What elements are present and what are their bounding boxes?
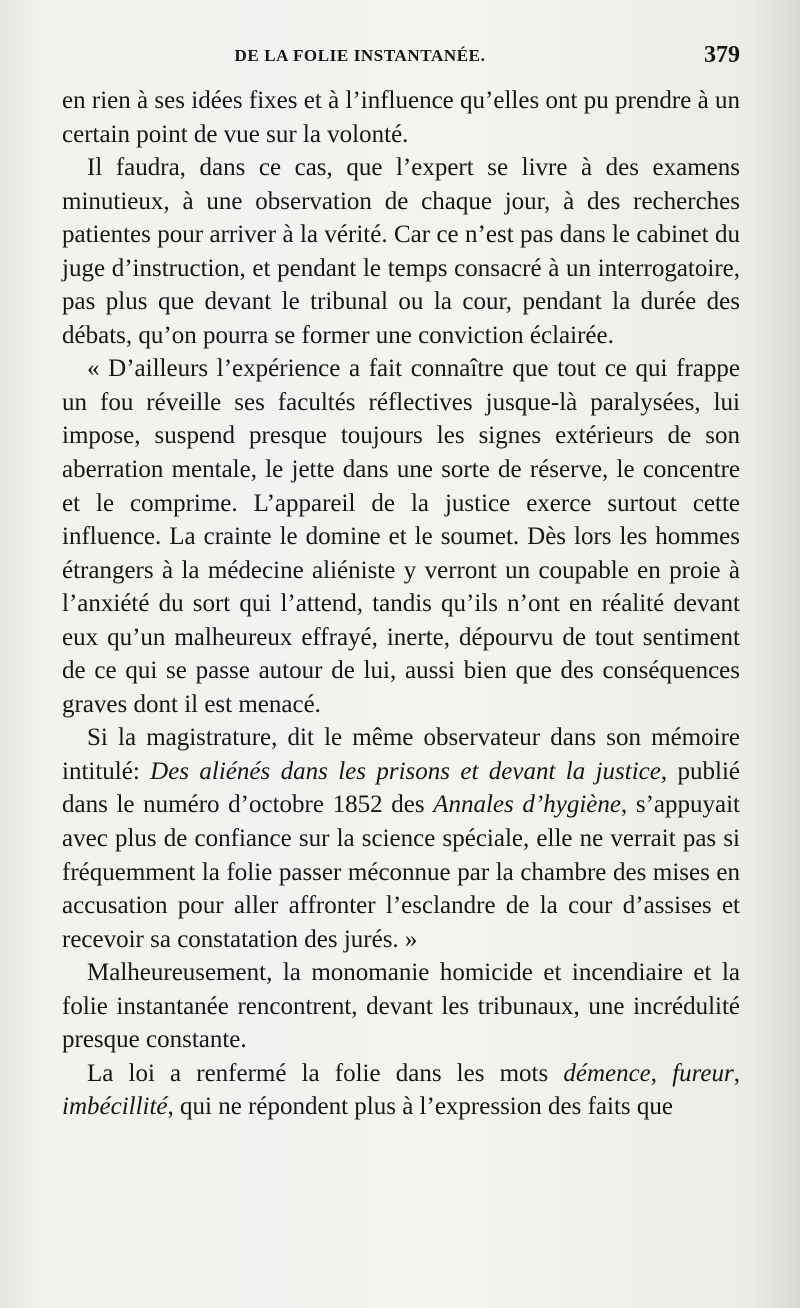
paragraph-expert-examination: Il faudra, dans ce cas, que l’expert se livre à des examens minutieux, à une observation de chaque jour, à des recherches patientes pour arriver à la vérité. Car ce n’est pas dans le cabinet du juge d’instruction, et pendant le temps consacré à un interrogatoire, pas plus que devant le tribunal ou la cour, pendant la durée des débats, qu’on pourra se former une conviction éclairée. xyxy=(62,154,740,349)
text-segment: La loi a renfermé la folie dans les mots xyxy=(87,1059,564,1087)
page-number: 379 xyxy=(704,42,740,68)
paragraph-magistrature xyxy=(62,721,740,956)
paragraph-quotation: « D’ailleurs l’expérience a fait connaître que tout ce qui frappe un fou réveille ses facultés réflectives jusque-là paralysées, lui impose, suspend presque toujours les signes extérieurs de son aberration mentale, le jette dans une sorte de réserve, le concentre et le comprime. L’appareil de la justice exerce surtout cette influence. La crainte le domine et le soumet. Dès lors les hommes étrangers à la médecine aliéniste y verront un coupable en proie à l’anxiété du sort qui l’attend, tandis qu’ils n’ont en réalité devant eux qu’un malheureux effrayé, inerte, dépourvu de tout sentiment de ce qui se passe autour de lui, aussi bien que des conséquences graves dont il est menacé. xyxy=(62,355,740,718)
text-segment: Si la magistrature, dit le même observateur dans son mémoire intitulé: xyxy=(62,724,740,785)
memoir-title: Des aliénés dans les prisons et devant la justice xyxy=(150,757,661,785)
separator: , xyxy=(733,1059,741,1087)
text-segment: , qui ne répondent plus à l’expression des faits que xyxy=(167,1093,673,1121)
body-text xyxy=(62,84,740,1124)
legal-term-imbecillite: imbécillité xyxy=(62,1093,168,1121)
text-segment: , publié dans le numéro d’octobre 1852 des xyxy=(62,757,740,819)
text-segment: , s’appuyait avec plus de confiance sur la science spéciale, elle ne verrait pas si fréquemment la folie passer méconnue par la chambre des mises en accusation pour aller affronter l’esclandre de la cour d’assises et recevoir sa constatation des jurés. » xyxy=(62,791,740,953)
paragraph-law xyxy=(62,1057,740,1124)
journal-title: Annales d’hygiène xyxy=(433,791,621,819)
paragraph-monomanie: Malheureusement, la monomanie homicide et incendiaire et la folie instantanée rencontrent, devant les tribunaux, une incrédulité presque constante. xyxy=(62,959,740,1054)
paragraph-continuation: en rien à ses idées fixes et à l’influence qu’elles ont pu prendre à un certain point de vue sur la volonté. xyxy=(62,87,740,148)
running-head xyxy=(60,44,740,74)
legal-term-fureur: fureur xyxy=(672,1059,734,1087)
separator: , xyxy=(650,1059,673,1087)
running-title: DE LA FOLIE INSTANTANÉE. xyxy=(234,46,486,65)
legal-term-demence: démence xyxy=(563,1059,651,1087)
